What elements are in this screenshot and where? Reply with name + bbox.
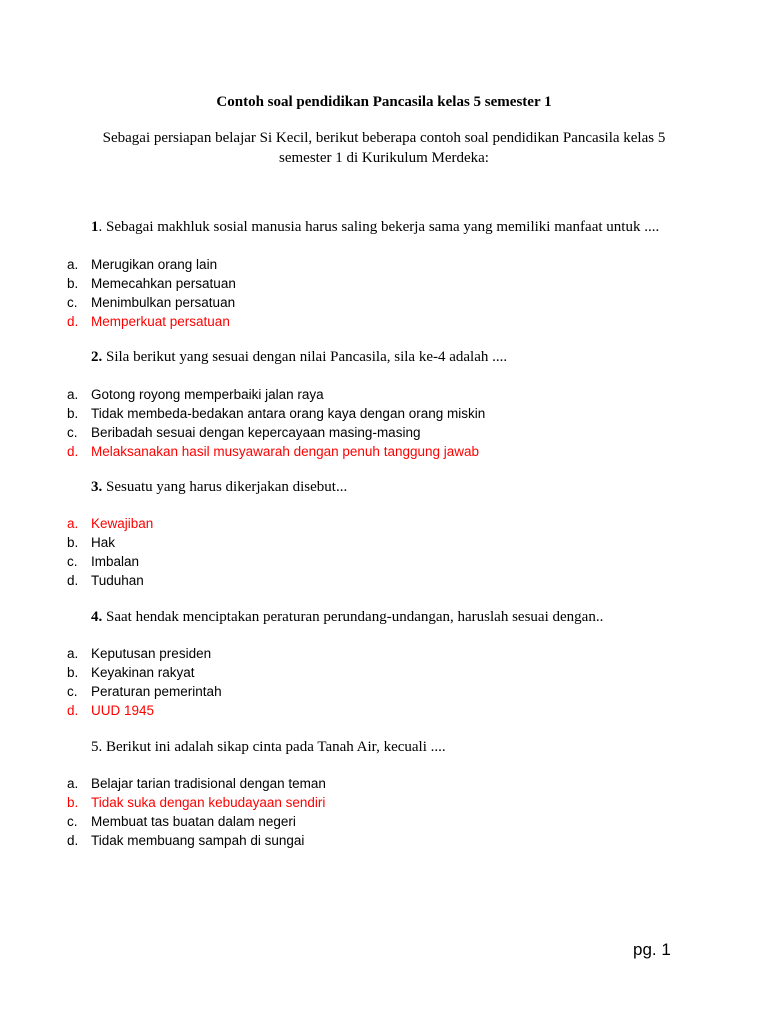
page-number: pg. 1: [633, 940, 671, 959]
option-text: Melaksanakan hasil musyawarah dengan penuh tanggung jawab: [91, 444, 480, 459]
option-text: Imbalan: [91, 554, 140, 569]
option-item: [0, 812, 768, 831]
option-item: [0, 682, 768, 701]
option-item: [0, 533, 768, 552]
option-letter: d.: [67, 444, 79, 459]
question-number: 2.: [91, 349, 103, 365]
question-text: Saat hendak menciptakan peraturan perundang-undangan, haruslah sesuai dengan..: [102, 609, 604, 625]
option-letter: c.: [67, 684, 78, 699]
option-text: Belajar tarian tradisional dengan teman: [91, 776, 326, 791]
option-text: Membuat tas buatan dalam negeri: [91, 814, 296, 829]
option-item: [0, 274, 768, 293]
option-letter: b.: [67, 795, 79, 810]
document-title: Contoh soal pendidikan Pancasila kelas 5 semester 1: [216, 94, 552, 110]
option-item: [0, 514, 768, 533]
option-item: [0, 423, 768, 442]
option-text: UUD 1945: [91, 703, 155, 718]
question-4: [91, 609, 603, 626]
option-item: [0, 831, 768, 850]
question-text: Sesuatu yang harus dikerjakan disebut...: [102, 479, 348, 495]
options-list-2: [0, 385, 768, 461]
option-letter: c.: [67, 814, 78, 829]
option-text: Memecahkan persatuan: [91, 276, 236, 291]
option-letter: d.: [67, 314, 79, 329]
option-text: Hak: [91, 535, 116, 550]
option-letter: d.: [67, 833, 79, 848]
option-item: [0, 255, 768, 274]
option-text: Beribadah sesuai dengan kepercayaan masing-masing: [91, 425, 421, 440]
question-text: . Sebagai makhluk sosial manusia harus saling bekerja sama yang memiliki manfaat untuk ....: [98, 219, 660, 235]
question-3: [91, 479, 347, 496]
option-letter: d.: [67, 703, 79, 718]
option-text: Tuduhan: [91, 573, 144, 588]
option-item: [0, 442, 768, 461]
option-letter: b.: [67, 535, 79, 550]
question-number: 4.: [91, 609, 103, 625]
option-letter: c.: [67, 425, 78, 440]
option-text: Tidak suka dengan kebudayaan sendiri: [91, 795, 326, 810]
option-item: [0, 701, 768, 720]
option-letter: b.: [67, 406, 79, 421]
option-text: Kewajiban: [91, 516, 154, 531]
option-text: Peraturan pemerintah: [91, 684, 222, 699]
option-text: Keyakinan rakyat: [91, 665, 195, 680]
option-letter: a.: [67, 776, 79, 791]
option-letter: b.: [67, 665, 79, 680]
option-letter: a.: [67, 646, 79, 661]
question-2: [91, 349, 507, 366]
option-letter: a.: [67, 387, 79, 402]
option-item: [0, 293, 768, 312]
option-text: Merugikan orang lain: [91, 257, 218, 272]
option-text: Menimbulkan persatuan: [91, 295, 236, 310]
option-item: [0, 644, 768, 663]
option-letter: b.: [67, 276, 79, 291]
options-list-1: [0, 255, 768, 331]
option-text: Tidak membuang sampah di sungai: [91, 833, 305, 848]
option-letter: c.: [67, 295, 78, 310]
option-letter: a.: [67, 516, 79, 531]
option-text: Tidak membeda-bedakan antara orang kaya dengan orang miskin: [91, 406, 486, 421]
option-item: [0, 312, 768, 331]
options-list-4: [0, 644, 768, 720]
option-item: [0, 571, 768, 590]
option-item: [0, 404, 768, 423]
intro-paragraph: Sebagai persiapan belajar Si Kecil, berikut beberapa contoh soal pendidikan Pancasila kelas 5 semester 1 di Kurikulum Merdeka:: [102, 130, 666, 166]
options-list-3: [0, 514, 768, 590]
option-item: [0, 385, 768, 404]
question-5: [91, 739, 446, 756]
question-text: Sila berikut yang sesuai dengan nilai Pancasila, sila ke-4 adalah ....: [102, 349, 508, 365]
question-text: Berikut ini adalah sikap cinta pada Tanah Air, kecuali ....: [102, 739, 446, 755]
option-text: Memperkuat persatuan: [91, 314, 230, 329]
option-item: [0, 793, 768, 812]
options-list-5: [0, 774, 768, 850]
option-item: [0, 663, 768, 682]
option-letter: a.: [67, 257, 79, 272]
option-letter: c.: [67, 554, 78, 569]
question-number: 1: [91, 219, 99, 235]
question-1: [91, 219, 659, 236]
option-text: Keputusan presiden: [91, 646, 212, 661]
option-item: [0, 552, 768, 571]
question-number: 5.: [91, 739, 103, 755]
option-item: [0, 774, 768, 793]
option-letter: d.: [67, 573, 79, 588]
question-number: 3.: [91, 479, 103, 495]
option-text: Gotong royong memperbaiki jalan raya: [91, 387, 324, 402]
